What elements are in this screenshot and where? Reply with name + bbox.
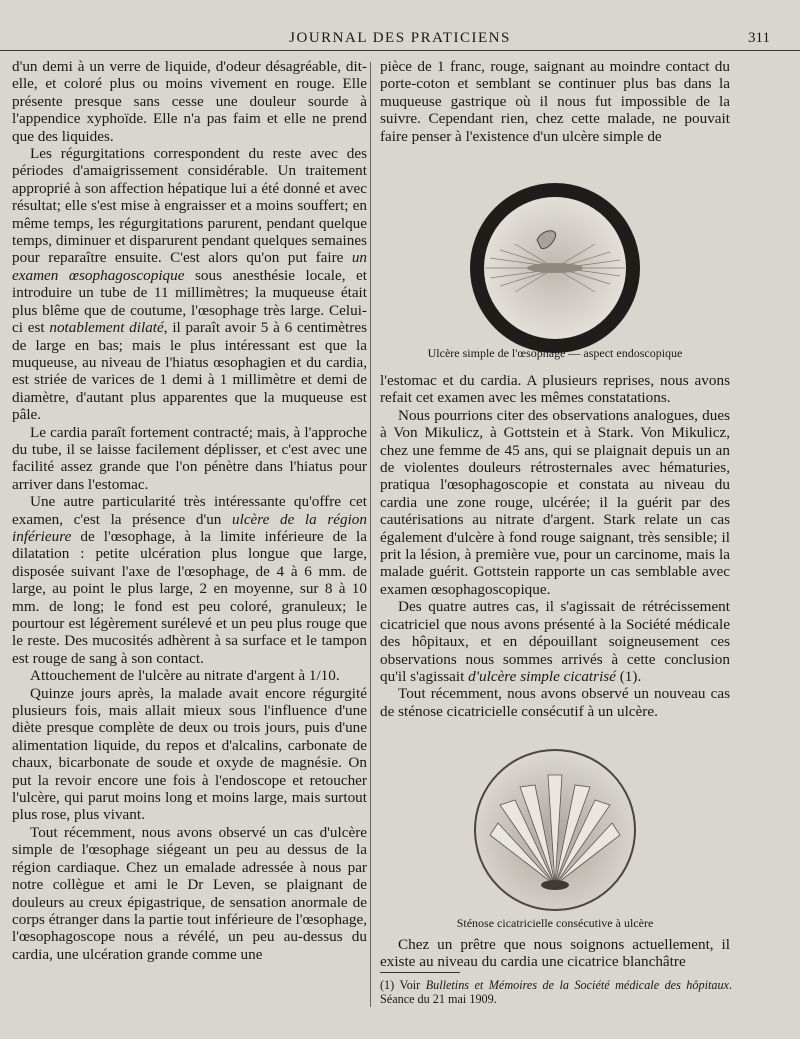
footnote [380, 978, 732, 1006]
paragraph: Le cardia paraît fortement contracté; mais, à l'approche du tube, il se laisse facilement déplisser, et c'est avec une facilité assez grande que l'on pénètre dans l'hiatus pour arriver dans l'estomac. [12, 423, 367, 493]
paragraph: Quinze jours après, la malade avait encore régurgité plusieurs fois, mais allait mieux sous l'influence d'une diète presque complète de deux ou trois jours, puis d'une alimentation liquide, du repos et d'alcalins, carbonate de chaux, bicarbonate de soude et oxyde de magnésie. On put la revoir encore une fois à l'endoscope et retoucher l'ulcère, qui parut moins long et moins large, mais surtout plus rose, plus vivant. [12, 684, 367, 824]
text-run: Les régurgitations correspondent du reste avec des périodes d'amaigrissement considérable. Un traitement approprié à son affection hépatique lui a été donné et avec résultat; elle s'est mise à engraisser et a moins souffert; en même temps, les régurgitations parurent, pendant quelque temps, diminuer et disparurent pendant quelques semaines pour reparaître ensuite. C'est alors qu'on put faire [12, 145, 367, 267]
paragraph: Nous pourrions citer des observations analogues, dues à Von Mikulicz, à Gottstein et à Stark. Von Mikulicz, chez une femme de 45 ans, qui se plaignait depuis un an de violentes douleurs rétrosternales avec hématuries, pratiqua l'œsophagoscopie et constata au niveau du cardia une zone rouge, ulcérée; il la guérit par des cautérisations au nitrate d'argent. Stark relate un cas également d'ulcère à fond rouge saignant, très sensible; il prit la lésion, à première vue, pour un carcinome, mais la malade guérit. Gottstein rapporte un cas semblable avec examen œsophagoscopique. [380, 406, 730, 598]
text-run: (1). [615, 667, 642, 685]
stenosis-figure [470, 745, 640, 915]
right-column-continued [380, 372, 730, 720]
paragraph: Tout récemment, nous avons observé un nouveau cas de sténose cicatricielle consécutif à un ulcère. [380, 685, 730, 720]
italic-text: un examen œsophagoscopique [12, 249, 367, 284]
italic-text: ulcère de la région inférieure [12, 510, 367, 545]
text-run: Une autre particularité très intéressante qu'offre cet examen, c'est la présence d'un [12, 493, 367, 528]
paragraph: d'un demi à un verre de liquide, d'odeur désagréable, dit-elle, et coloré plus ou moins vivement en rouge. Elle présente presque sans cesse une douleur sourde à l'appendice xyphoïde. Elle n'a pas faim et elle ne prend que des liquides. [12, 58, 367, 145]
text-run: , il paraît avoir 5 à 6 centimètres de large en bas; mais le plus intéressant est que la muqueuse, au niveau de l'hiatus œsophagien et du cardia, est striée de varices de 1 demi à 1 millimètre et demi de diamètre, d'autant plus apparentes que la muqueuse est pâle. [12, 319, 367, 424]
paragraph: Chez un prêtre que nous soignons actuellement, il existe au niveau du cardia une cicatrice blanchâtre [380, 936, 730, 971]
italic-text: Bulletins et Mémoires de la Société médicale des hôpitaux [425, 978, 729, 992]
italic-text: d'ulcère simple cicatrisé [468, 667, 616, 685]
right-column [380, 58, 730, 145]
stenotic-lumen [541, 880, 569, 890]
paragraph: pièce de 1 franc, rouge, saignant au moindre contact du porte-coton et semblant se continuer plus bas dans la muqueuse gastrique où il nous fut impossible de la suivre. Cependant rien, chez cette malade, ne pouvait faire penser à l'existence d'un ulcère simple de [380, 58, 730, 145]
text-run: Des quatre autres cas, il s'agissait de rétrécissement cicatriciel que nous avons présenté à la Société médicale des hôpitaux, et en dépouillant soigneusement ces observations nous sommes arrivés à cette conclusion qu'il s'agissait [380, 598, 730, 685]
left-column [12, 58, 367, 963]
paragraph: l'estomac et du cardia. A plusieurs reprises, nous avons refait cet examen avec les mêmes constatations. [380, 372, 730, 407]
figure-caption: Ulcère simple de l'œsophage — aspect endoscopique [427, 346, 683, 360]
text-run: de l'œsophage, à la limite inférieure de la dilatation : petite ulcération plus longue que large, disposée suivant l'axe de l'œsophage, de 4 à 6 mm. de large, au point le plus large, 2 en moyenne, sur 8 à 10 mm. de long; le fond est peu coloré, granuleux; le pourtour est légèrement surélevé et un peu plus rouge que le reste. Des mucosités adhèrent à sa surface et le tampon est rouge de sang à son contact. [12, 527, 367, 667]
cardia-slit [527, 263, 583, 273]
paragraph [380, 598, 730, 685]
text-run: (1) Voir [380, 978, 426, 992]
footnote-rule [380, 972, 460, 973]
text-run: sous anesthésie locale, et introduire un tube de 11 millimètres; la muqueuse était plus blême que de coutume, l'œsophage très large. Celui-ci est [12, 266, 368, 337]
paragraph: Tout récemment, nous avons observé un cas d'ulcère simple de l'œsophage siégeant un peu au dessus de la région cardiaque. Chez un emalade adressée à nous par notre collègue et ami le Dr Leven, se plaignant de douleurs au creux épigastrique, de sensation anormale de corps étranger dans la partie tout inférieure de l'œsophage, l'œsophagoscope nous a révélé, un peu au-dessus du cardia, une ulcération grande comme une [12, 823, 367, 963]
running-header [0, 28, 800, 51]
journal-title: JOURNAL DES PRATICIENS [289, 30, 511, 46]
paragraph [12, 145, 367, 424]
paragraph [12, 493, 367, 667]
column-divider [370, 62, 371, 1007]
text-run: . Séance du 21 mai 1909. [380, 978, 732, 1006]
paragraph: Attouchement de l'ulcère au nitrate d'argent à 1/10. [30, 667, 340, 685]
right-column-end [380, 936, 730, 971]
italic-text: notablement dilaté [49, 319, 164, 337]
figure-caption: Sténose cicatricielle consécutive à ulcère [456, 916, 654, 930]
page-number: 311 [748, 30, 770, 46]
endoscopic-ulcer-figure [455, 168, 655, 368]
